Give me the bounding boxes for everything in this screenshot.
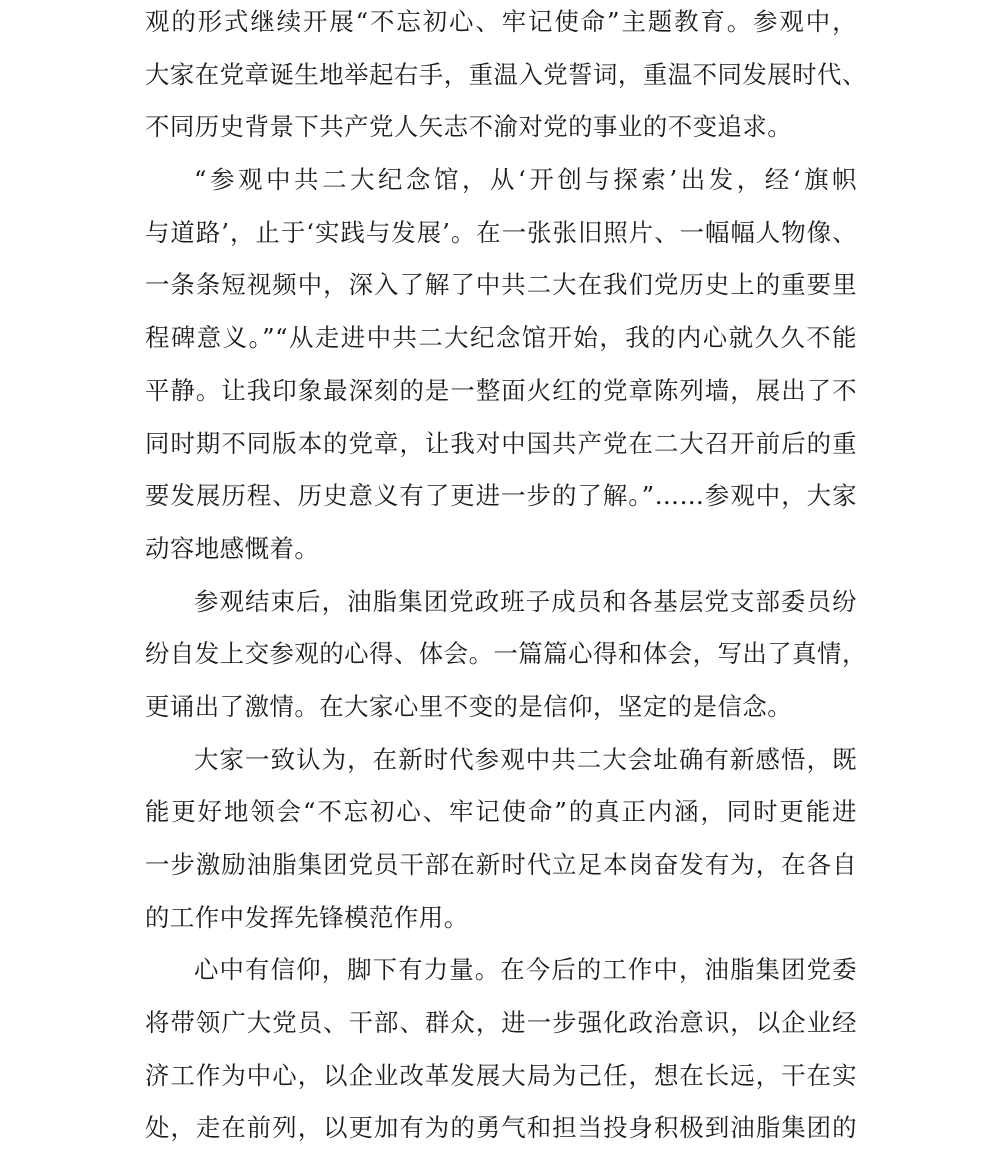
- paragraph-line: 观的形式继续开展“不忘初心、牢记使命”主题教育。参观中，: [145, 7, 857, 36]
- paragraph-line: 济工作为中心，以企业改革发展大局为己任，想在长远，干在实: [145, 1060, 857, 1090]
- paragraph-line: 更诵出了激情。在大家心里不变的是信仰，坚定的是信念。: [145, 691, 793, 721]
- paragraph-line: 一条条短视频中，深入了解了中共二大在我们党历史上的重要里: [145, 270, 857, 300]
- paragraph-line: 与道路’，止于‘实践与发展’。在一张张旧照片、一幅幅人物像、: [145, 217, 857, 247]
- paragraph-line: 不同历史背景下共产党人矢志不渝对党的事业的不变追求。: [145, 112, 793, 142]
- paragraph-line: 要发展历程、历史意义有了更进一步的了解。”……参观中，大家: [145, 481, 857, 511]
- paragraph-line: 心中有信仰，脚下有力量。在今后的工作中，油脂集团党委: [194, 955, 857, 985]
- paragraph-line: 平静。让我印象最深刻的是一整面火红的党章陈列墙，展出了不: [145, 375, 857, 405]
- paragraph-line: 参观结束后，油脂集团党政班子成员和各基层党支部委员纷: [194, 586, 857, 616]
- paragraph-line: 大家一致认为，在新时代参观中共二大会址确有新感悟，既: [194, 744, 857, 774]
- paragraph-line: 能更好地领会“不忘初心、牢记使命”的真正内涵，同时更能进: [145, 797, 857, 827]
- paragraph-line: 同时期不同版本的党章，让我对中国共产党在二大召开前后的重: [145, 428, 857, 458]
- paragraph-line: 大家在党章诞生地举起右手，重温入党誓词，重温不同发展时代、: [145, 59, 867, 89]
- paragraph-line: 的工作中发挥先锋模范作用。: [145, 902, 469, 932]
- paragraph-line: 动容地感慨着。: [145, 533, 320, 563]
- paragraph-line: 将带领广大党员、干部、群众，进一步强化政治意识，以企业经: [145, 1008, 857, 1038]
- paragraph-line: 处，走在前列，以更加有为的勇气和担当投身积极到油脂集团的: [145, 1113, 857, 1143]
- document-body: [145, 0, 867, 1155]
- paragraph-line: 程碑意义。”“从走进中共二大纪念馆开始，我的内心就久久不能: [145, 323, 857, 353]
- paragraph-line: “参观中共二大纪念馆，从‘开创与探索’出发，经‘旗帜: [194, 165, 857, 195]
- paragraph-line: 一步激励油脂集团党员干部在新时代立足本岗奋发有为，在各自: [145, 850, 857, 879]
- paragraph-line: 纷自发上交参观的心得、体会。一篇篇心得和体会，写出了真情，: [145, 639, 867, 669]
